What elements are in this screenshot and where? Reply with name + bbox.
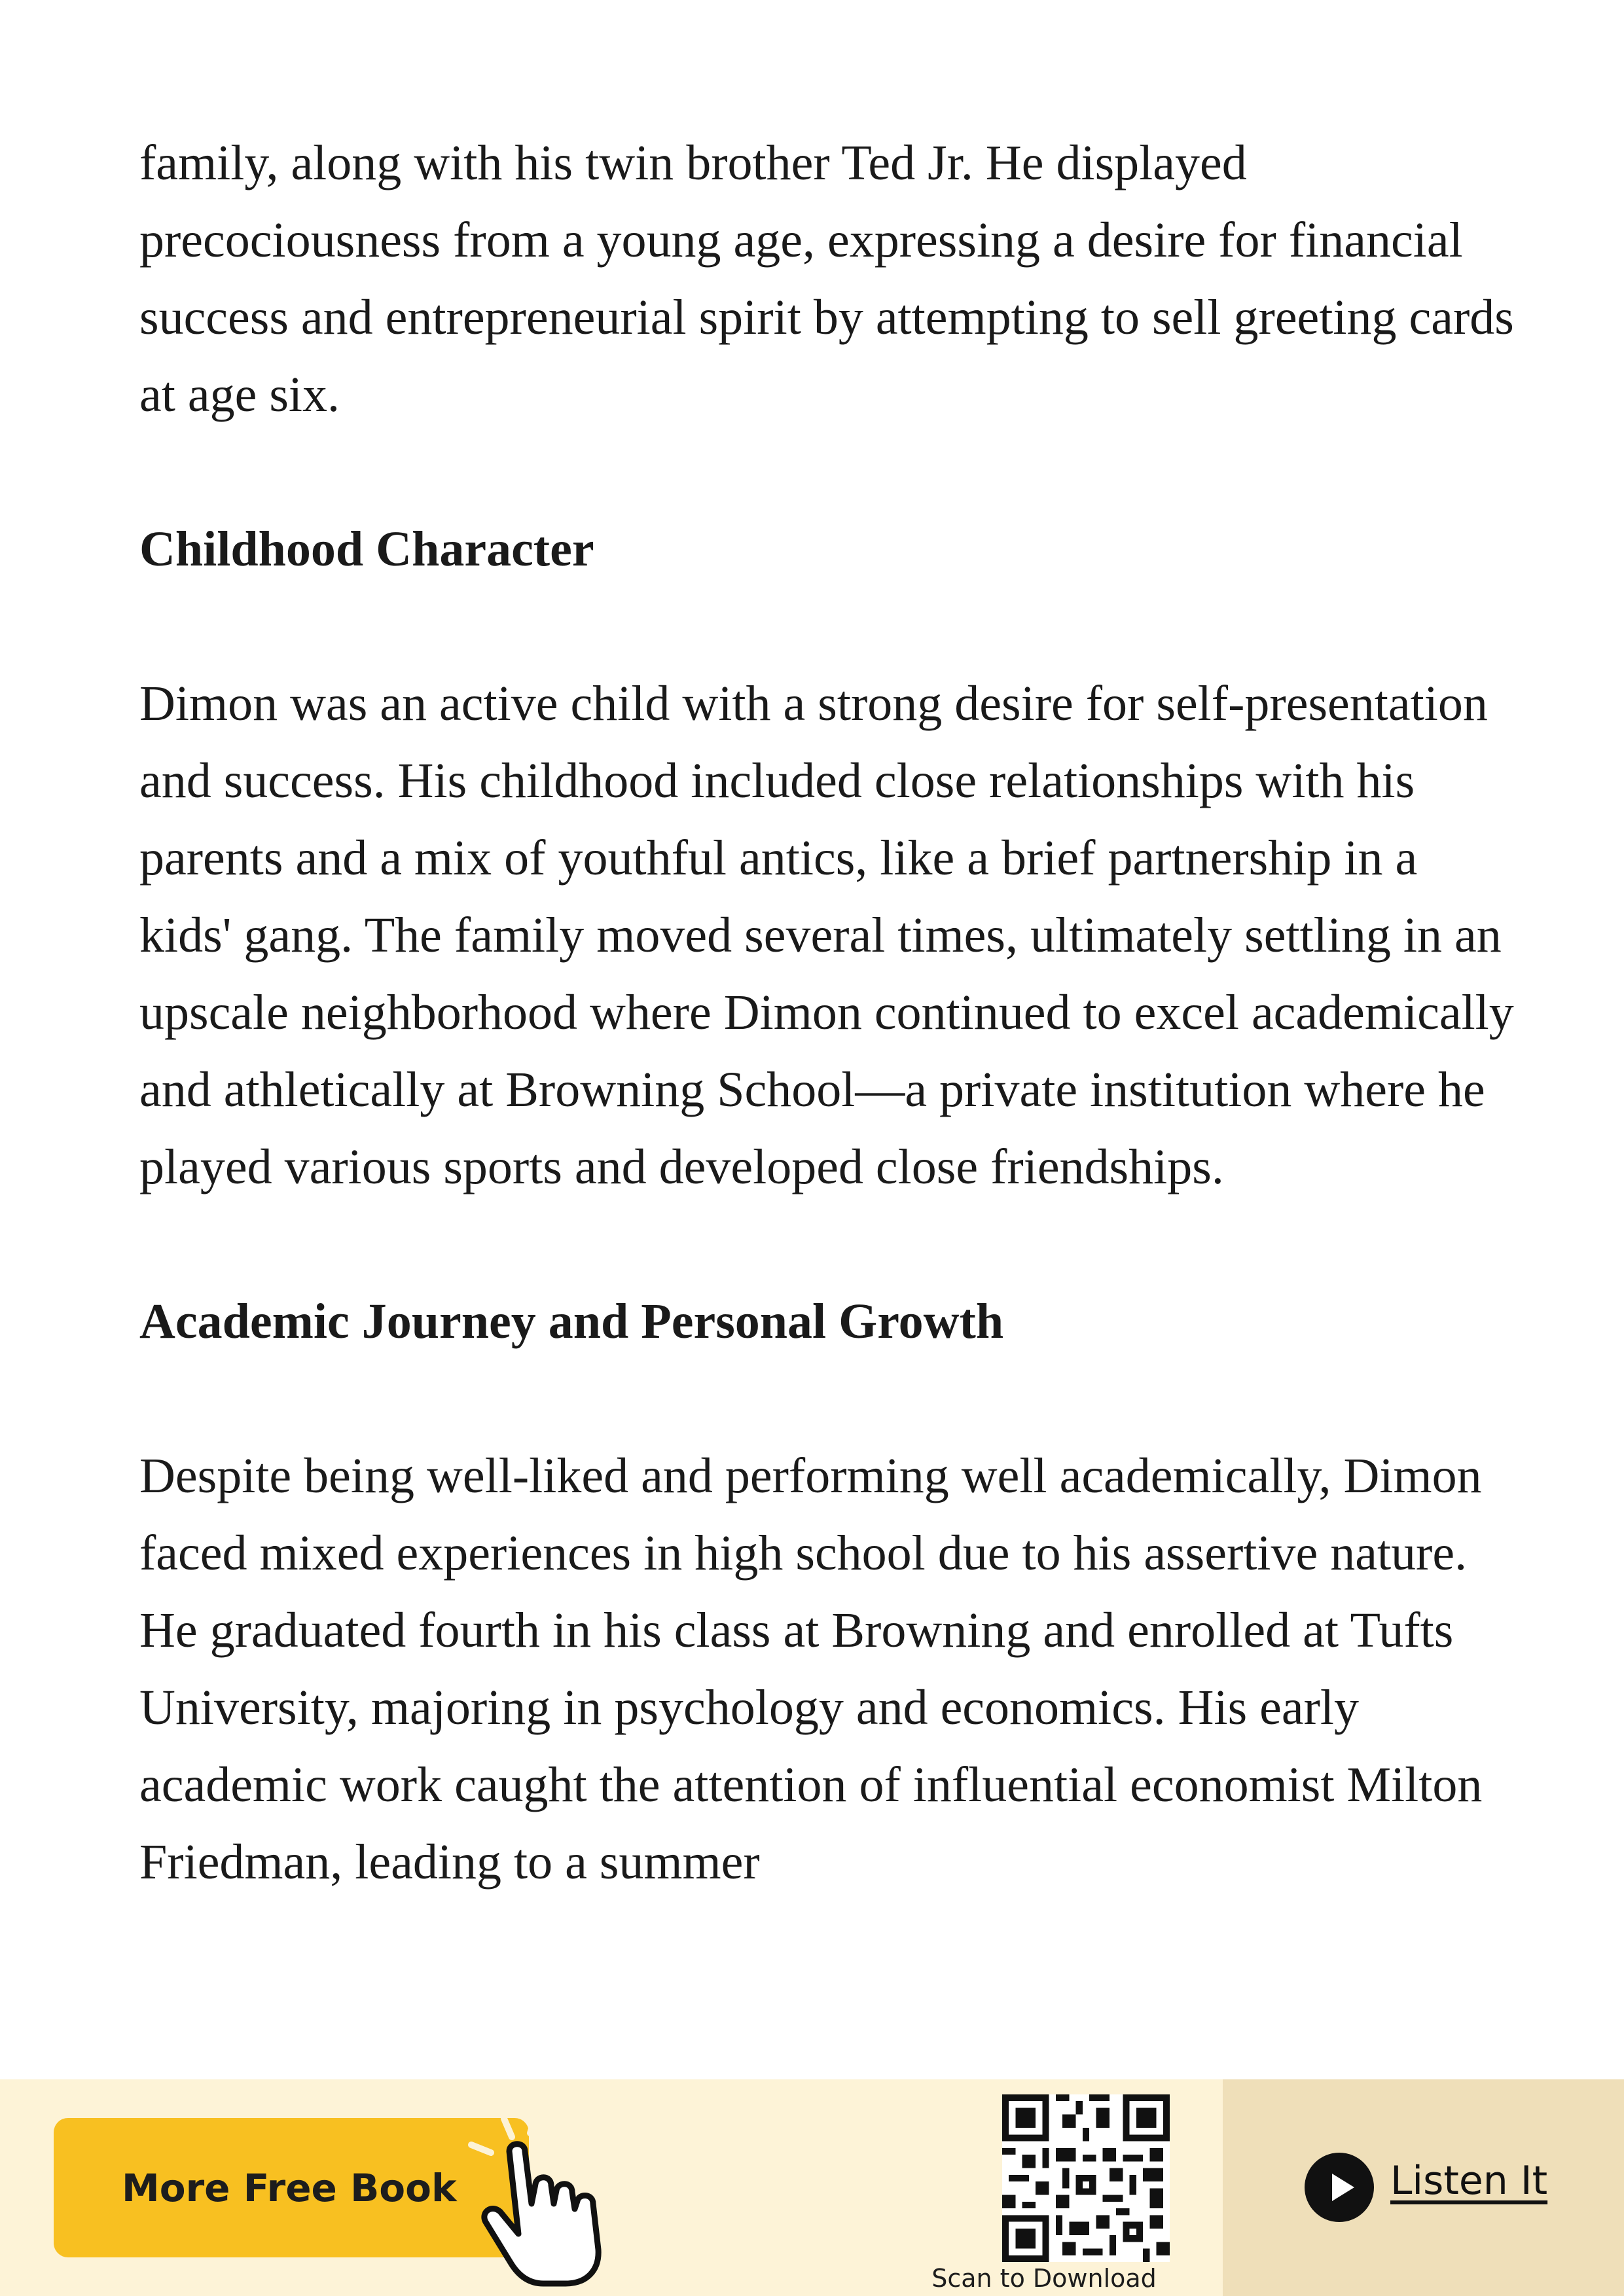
scan-to-download-label: Scan to Download [931,2264,1157,2293]
qr-code [1002,2094,1170,2262]
play-icon[interactable] [1305,2153,1374,2222]
listen-it-link[interactable]: Listen It [1390,2158,1548,2204]
more-free-book-label: More Free Book [122,2165,457,2210]
paragraph-childhood: Dimon was an active child with a strong desire for self-presentation and success. His childhood included close relationships with his parents and a mix of youthful antics, like a brief partnership in a kids' gang. The family moved several times, ultimately settling in an upscale neighborhood where Dimon continued to excel academically and athletically at Browning School—a private institution where he played various sports and developed close friendships. [139,676,1514,1194]
pointing-hand-icon [458,2106,628,2289]
footer-bar [0,2079,1624,2296]
heading-childhood-character: Childhood Character [139,522,594,577]
paragraph-academic: Despite being well-liked and performing well academically, Dimon faced mixed experiences in high school due to his assertive nature. He graduated fourth in his class at Browning and enrolled at Tufts University, majoring in psychology and economics. His early academic work caught the attention of influential economist Milton Friedman, leading to a summer [139,1448,1483,1890]
paragraph-intro: family, along with his twin brother Ted Jr. He displayed precociousness from a young age, expressing a desire for financial success and entrepreneurial spirit by attempting to sell greeting cards at age six. [139,135,1514,422]
document-body [139,124,1521,1901]
heading-academic-journey: Academic Journey and Personal Growth [139,1294,1004,1349]
